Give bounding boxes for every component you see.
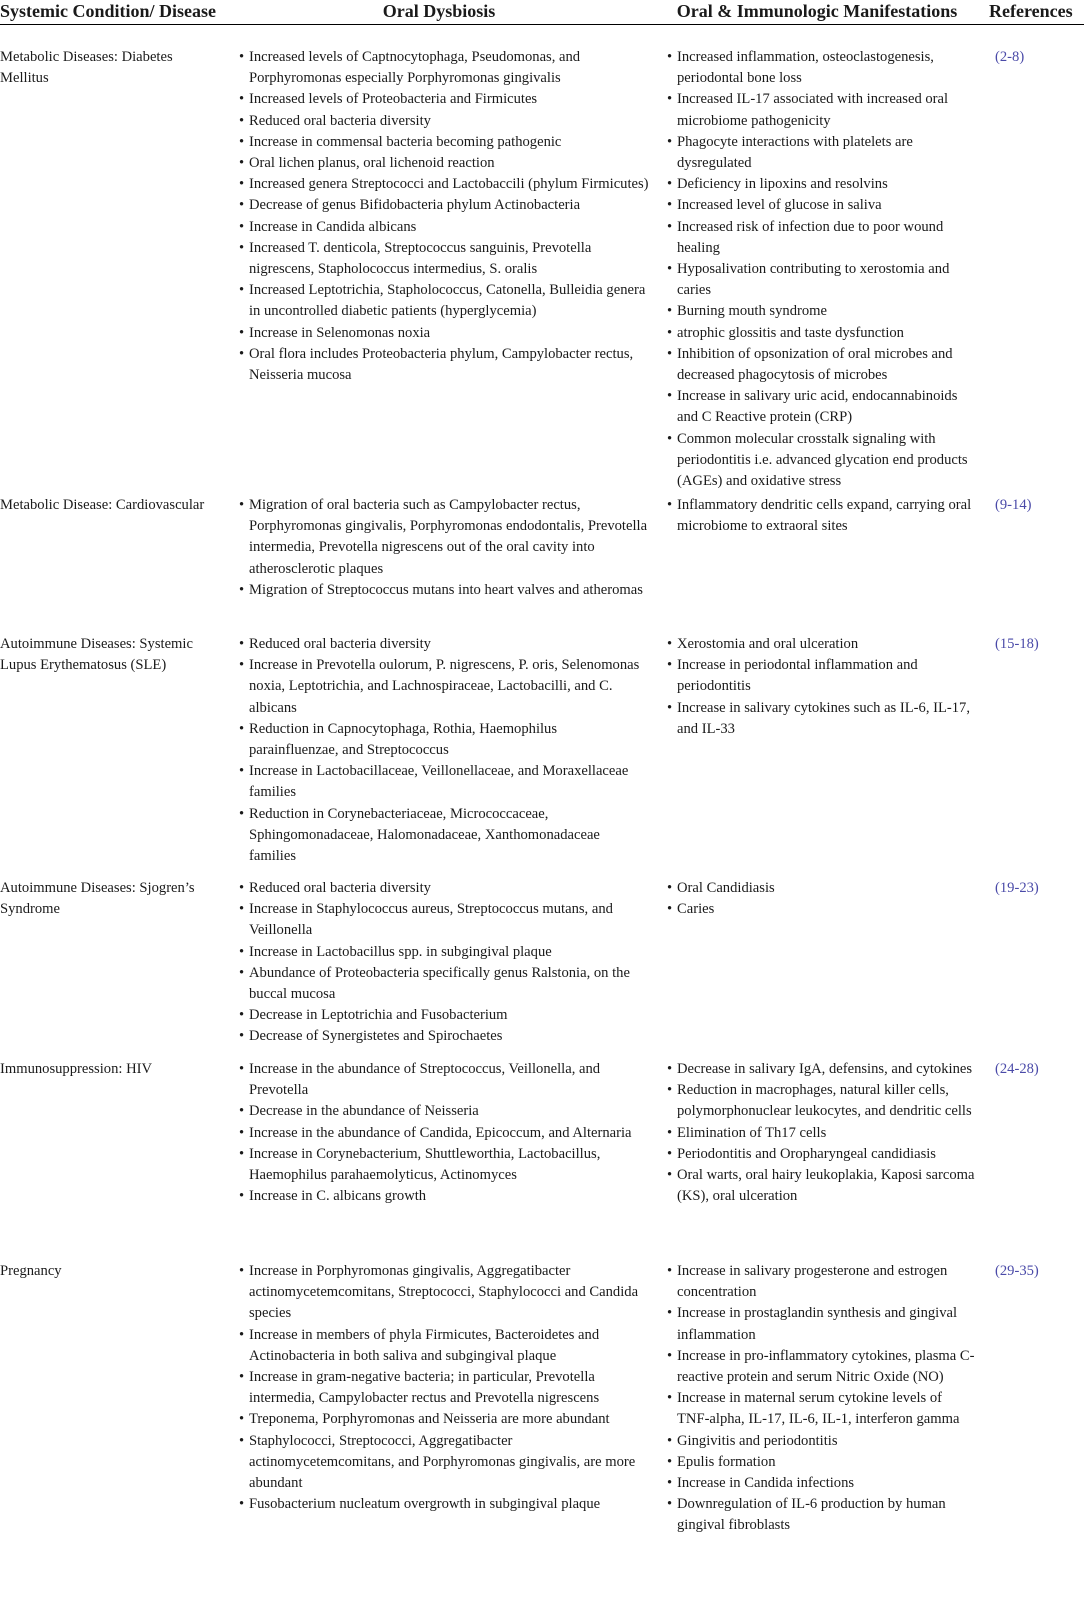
list-item: • Increase in the abundance of Streptococcus, Veillonella, and Prevotella (237, 1059, 649, 1101)
manifestations-list (665, 634, 975, 740)
list-item: • Xerostomia and oral ulceration (665, 634, 975, 655)
list-item: • Increase in maternal serum cytokine levels of TNF-alpha, IL-17, IL-6, IL-1, interferon gamma (665, 1388, 975, 1430)
list-item: • Increased inflammation, osteoclastogenesis, periodontal bone loss (665, 47, 975, 89)
list-item: • atrophic glossitis and taste dysfunction (665, 323, 975, 344)
list-item: • Fusobacterium nucleatum overgrowth in subgingival plaque (237, 1494, 649, 1515)
condition-cell: Pregnancy (0, 1263, 62, 1279)
list-item: • Hyposalivation contributing to xerostomia and caries (665, 259, 975, 301)
dysbiosis-list (237, 878, 649, 1048)
header-dysbiosis: Oral Dysbiosis (223, 0, 655, 25)
table-row (0, 634, 1084, 878)
list-item: • Increase in gram-negative bacteria; in particular, Prevotella intermedia, Campylobacter rectus and Prevotella nigrescens (237, 1367, 649, 1409)
table-row (0, 1261, 1084, 1541)
list-item: • Increased Leptotrichia, Stapholococcus, Catonella, Bulleidia genera in uncontrolled diabetic patients (hyperglycemia) (237, 280, 649, 322)
list-item: • Increase in Porphyromonas gingivalis, Aggregatibacter actinomycetemcomitans, Streptococci, Staphylococci and Candida species (237, 1261, 649, 1325)
list-item: • Increased level of glucose in saliva (665, 195, 975, 216)
reference-link[interactable]: (9-14) (995, 497, 1032, 513)
list-item: • Increase in salivary uric acid, endocannabinoids and C Reactive protein (CRP) (665, 386, 975, 428)
reference-link[interactable]: (24-28) (995, 1061, 1039, 1077)
table-row (0, 495, 1084, 634)
list-item: • Increase in Selenomonas noxia (237, 323, 649, 344)
dysbiosis-list (237, 47, 649, 386)
list-item: • Decrease in Leptotrichia and Fusobacterium (237, 1005, 649, 1026)
list-item: • Abundance of Proteobacteria specifically genus Ralstonia, on the buccal mucosa (237, 963, 649, 1005)
list-item: • Oral Candidiasis (665, 878, 975, 899)
table-row (0, 878, 1084, 1059)
list-item: • Decrease of genus Bifidobacteria phylum Actinobacteria (237, 195, 649, 216)
list-item: • Reduction in Corynebacteriaceae, Micrococcaceae, Sphingomonadaceae, Halomonadaceae, Xanthomonadaceae families (237, 804, 649, 868)
manifestations-list (665, 1059, 975, 1207)
list-item: • Elimination of Th17 cells (665, 1123, 975, 1144)
header-references: References (979, 0, 1084, 25)
list-item: • Increase in C. albicans growth (237, 1186, 649, 1207)
list-item: • Increase in Staphylococcus aureus, Streptococcus mutans, and Veillonella (237, 899, 649, 941)
list-item: • Migration of oral bacteria such as Campylobacter rectus, Porphyromonas gingivalis, Porphyromonas endodontalis, Prevotella intermedia, Prevotella nigrescens out of the oral cavity into atherosclerotic plaques (237, 495, 649, 580)
dysbiosis-list (237, 1059, 649, 1207)
header-manifestations: Oral & Immunologic Manifestations (655, 0, 979, 25)
condition-cell: Autoimmune Diseases: Sjogren’s Syndrome (0, 880, 195, 918)
manifestations-list (665, 495, 975, 537)
condition-cell: Immunosuppression: HIV (0, 1061, 153, 1077)
dysbiosis-list (237, 495, 649, 601)
list-item: • Phagocyte interactions with platelets are dysregulated (665, 132, 975, 174)
list-item: • Epulis formation (665, 1452, 975, 1473)
table-header-row (0, 0, 1084, 25)
list-item: • Reduced oral bacteria diversity (237, 111, 649, 132)
list-item: • Decrease of Synergistetes and Spirochaetes (237, 1026, 649, 1047)
list-item: • Reduction in Capnocytophaga, Rothia, Haemophilus parainfluenzae, and Streptococcus (237, 719, 649, 761)
list-item: • Periodontitis and Oropharyngeal candidiasis (665, 1144, 975, 1165)
list-item: • Oral flora includes Proteobacteria phylum, Campylobacter rectus, Neisseria mucosa (237, 344, 649, 386)
list-item: • Inhibition of opsonization of oral microbes and decreased phagocytosis of microbes (665, 344, 975, 386)
dysbiosis-list (237, 1261, 649, 1515)
list-item: • Treponema, Porphyromonas and Neisseria are more abundant (237, 1409, 649, 1430)
list-item: • Decrease in the abundance of Neisseria (237, 1101, 649, 1122)
manifestations-list (665, 47, 975, 492)
manifestations-list (665, 1261, 975, 1537)
condition-cell: Autoimmune Diseases: Systemic Lupus Erythematosus (SLE) (0, 636, 193, 674)
list-item: • Migration of Streptococcus mutans into heart valves and atheromas (237, 580, 649, 601)
condition-cell: Metabolic Disease: Cardiovascular (0, 497, 205, 513)
list-item: • Increase in periodontal inflammation and periodontitis (665, 655, 975, 697)
reference-link[interactable]: (29-35) (995, 1263, 1039, 1279)
list-item: • Increase in pro-inflammatory cytokines, plasma C-reactive protein and serum Nitric Oxide (NO) (665, 1346, 975, 1388)
reference-link[interactable]: (2-8) (995, 49, 1025, 65)
list-item: • Increase in Candida albicans (237, 217, 649, 238)
dysbiosis-list (237, 634, 649, 867)
list-item: • Gingivitis and periodontitis (665, 1431, 975, 1452)
manifestations-list (665, 878, 975, 920)
list-item: • Increase in Lactobacillus spp. in subgingival plaque (237, 942, 649, 963)
list-item: • Increased risk of infection due to poor wound healing (665, 217, 975, 259)
list-item: • Increased IL-17 associated with increased oral microbiome pathogenicity (665, 89, 975, 131)
list-item: • Increase in Corynebacterium, Shuttleworthia, Lactobacillus, Haemophilus parahaemolyticus, Actinomyces (237, 1144, 649, 1186)
list-item: • Increase in members of phyla Firmicutes, Bacteroidetes and Actinobacteria in both saliva and subgingival plaque (237, 1325, 649, 1367)
list-item: • Increase in salivary cytokines such as IL-6, IL-17, and IL-33 (665, 698, 975, 740)
list-item: • Reduced oral bacteria diversity (237, 878, 649, 899)
list-item: • Increase in Lactobacillaceae, Veillonellaceae, and Moraxellaceae families (237, 761, 649, 803)
table-row (0, 1059, 1084, 1261)
reference-link[interactable]: (19-23) (995, 880, 1039, 896)
list-item: • Increase in the abundance of Candida, Epicoccum, and Alternaria (237, 1123, 649, 1144)
list-item: • Increased T. denticola, Streptococcus sanguinis, Prevotella nigrescens, Stapholococcus intermedius, S. oralis (237, 238, 649, 280)
list-item: • Decrease in salivary IgA, defensins, and cytokines (665, 1059, 975, 1080)
list-item: • Downregulation of IL-6 production by human gingival fibroblasts (665, 1494, 975, 1536)
list-item: • Reduced oral bacteria diversity (237, 634, 649, 655)
list-item: • Burning mouth syndrome (665, 301, 975, 322)
list-item: • Caries (665, 899, 975, 920)
table-row (0, 25, 1084, 496)
list-item: • Staphylococci, Streptococci, Aggregatibacter actinomycetemcomitans, and Porphyromonas gingivalis, are more abundant (237, 1431, 649, 1495)
list-item: • Increase in salivary progesterone and estrogen concentration (665, 1261, 975, 1303)
list-item: • Oral lichen planus, oral lichenoid reaction (237, 153, 649, 174)
list-item: • Increase in commensal bacteria becoming pathogenic (237, 132, 649, 153)
condition-cell: Metabolic Diseases: Diabetes Mellitus (0, 49, 173, 87)
list-item: • Increased levels of Captnocytophaga, Pseudomonas, and Porphyromonas especially Porphyromonas gingivalis (237, 47, 649, 89)
list-item: • Reduction in macrophages, natural killer cells, polymorphonuclear leukocytes, and dendritic cells (665, 1080, 975, 1122)
list-item: • Inflammatory dendritic cells expand, carrying oral microbiome to extraoral sites (665, 495, 975, 537)
list-item: • Increase in prostaglandin synthesis and gingival inflammation (665, 1303, 975, 1345)
list-item: • Increase in Prevotella oulorum, P. nigrescens, P. oris, Selenomonas noxia, Leptotrichia, and Lachnospiraceae, Lactobacilli, and C. albicans (237, 655, 649, 719)
reference-link[interactable]: (15-18) (995, 636, 1039, 652)
list-item: • Increase in Candida infections (665, 1473, 975, 1494)
list-item: • Increased levels of Proteobacteria and Firmicutes (237, 89, 649, 110)
list-item: • Oral warts, oral hairy leukoplakia, Kaposi sarcoma (KS), oral ulceration (665, 1165, 975, 1207)
list-item: • Deficiency in lipoxins and resolvins (665, 174, 975, 195)
list-item: • Common molecular crosstalk signaling with periodontitis i.e. advanced glycation end products (AGEs) and oxidative stress (665, 429, 975, 493)
list-item: • Increased genera Streptococci and Lactobaccili (phylum Firmicutes) (237, 174, 649, 195)
header-condition: Systemic Condition/ Disease (0, 0, 223, 25)
